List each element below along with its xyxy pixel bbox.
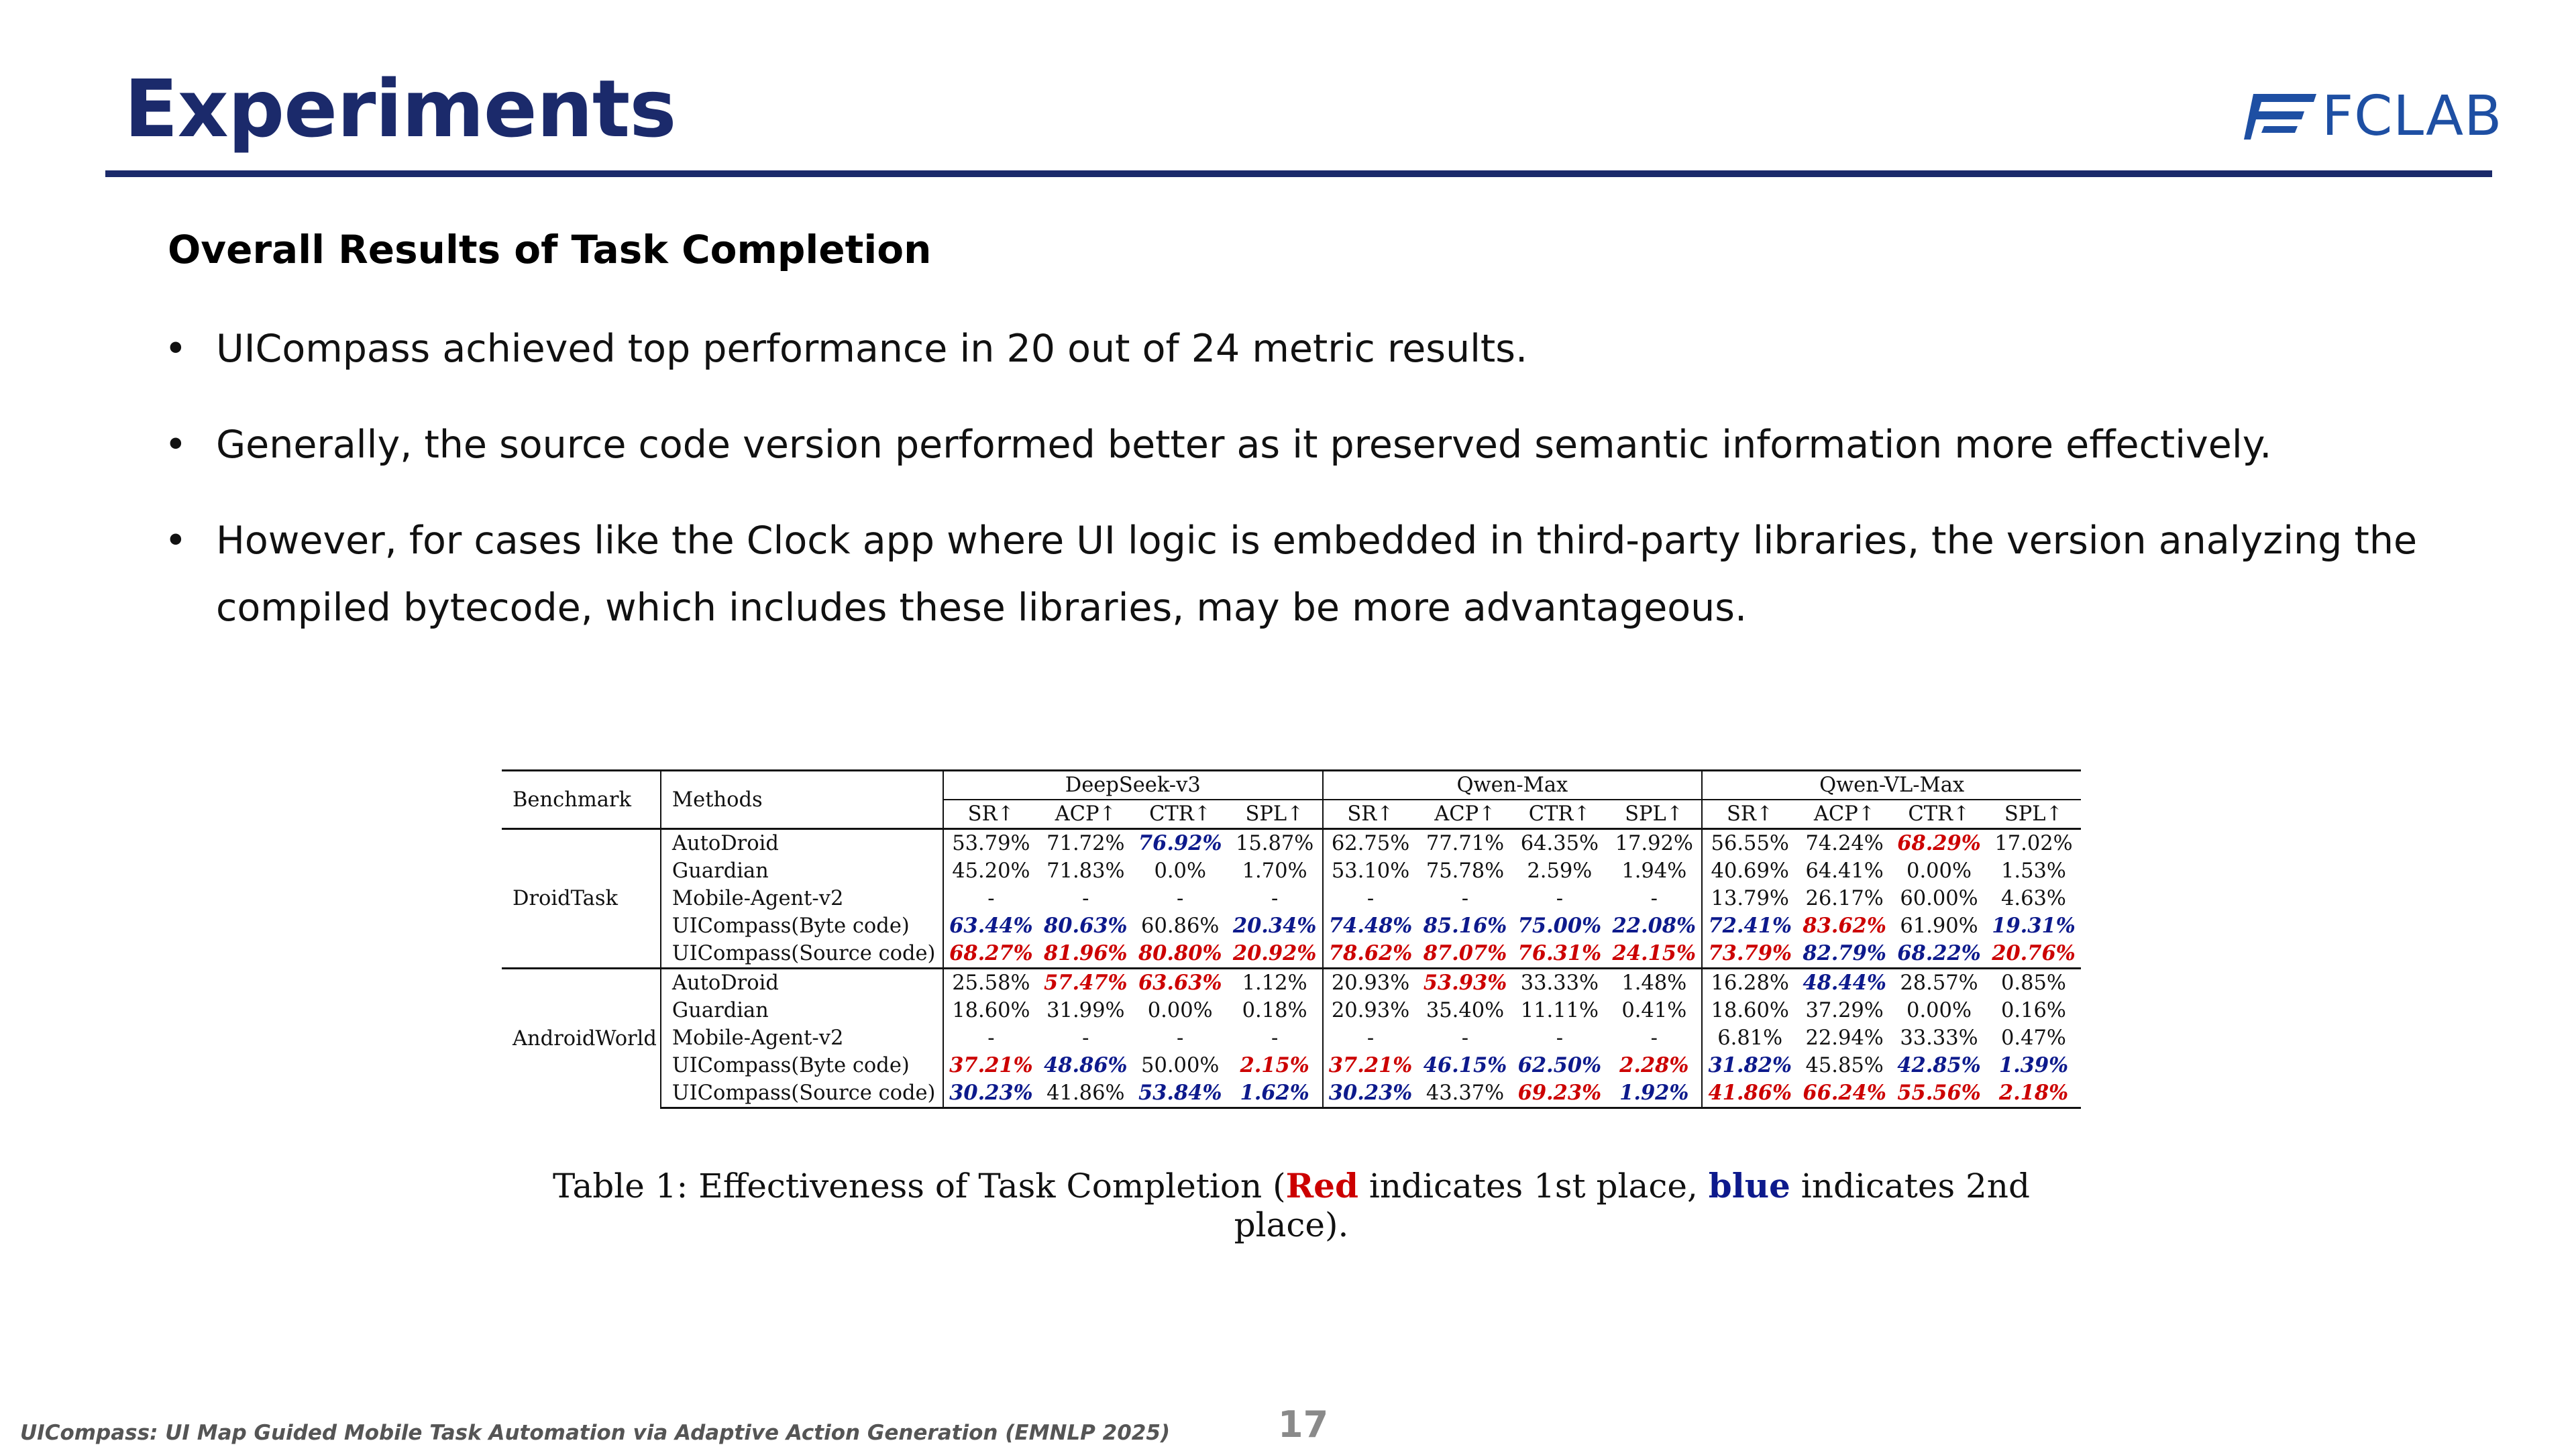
header-metric: ACP↑ bbox=[1813, 802, 1876, 826]
metric-cell: 42.85% bbox=[1897, 1053, 1981, 1077]
table-body bbox=[502, 829, 2081, 1108]
metric-cell: 1.62% bbox=[1228, 1079, 1323, 1108]
metric-cell: 0.18% bbox=[1242, 999, 1307, 1022]
metric-cell: 13.79% bbox=[1702, 885, 1797, 912]
header-metric: SPL↑ bbox=[1245, 802, 1304, 826]
bullet-item bbox=[164, 411, 2445, 478]
metric-cell: 78.62% bbox=[1323, 940, 1418, 969]
metric-cell: 82.79% bbox=[1803, 941, 1886, 965]
table-row bbox=[502, 1024, 2081, 1052]
metric-cell: 53.10% bbox=[1323, 857, 1418, 885]
metric-cell: 33.33% bbox=[1512, 969, 1607, 998]
metric-cell: - bbox=[1271, 887, 1279, 910]
header-model: Qwen-Max bbox=[1323, 771, 1703, 800]
footer-citation: UICompass: UI Map Guided Mobile Task Automation via Adaptive Action Generation (EMNLP 2025) bbox=[20, 1421, 1171, 1445]
method-label: UICompass(Byte code) bbox=[661, 912, 943, 940]
metric-cell: 64.41% bbox=[1805, 859, 1884, 883]
metric-cell: 2.59% bbox=[1527, 859, 1593, 883]
metric-cell: - bbox=[943, 1024, 1038, 1052]
table-row bbox=[502, 857, 2081, 885]
caption-suffix: indicates 2nd place). bbox=[1234, 1167, 2031, 1244]
bullet-text: UICompass achieved top performance in 20 out of 24 metric results. bbox=[216, 327, 1528, 371]
metric-cell: 72.41% bbox=[1702, 912, 1797, 940]
metric-cell: 45.20% bbox=[943, 857, 1038, 885]
metric-cell: 1.92% bbox=[1607, 1079, 1702, 1108]
metric-cell: 0.16% bbox=[2001, 999, 2066, 1022]
metric-cell: 26.17% bbox=[1805, 887, 1884, 910]
metric-cell: 20.93% bbox=[1323, 997, 1418, 1024]
metric-cell: 17.02% bbox=[1986, 829, 2081, 858]
table-row bbox=[502, 940, 2081, 969]
metric-cell: 80.63% bbox=[1044, 914, 1128, 938]
metric-cell: 56.55% bbox=[1702, 829, 1797, 858]
metric-cell: 62.50% bbox=[1517, 1053, 1602, 1077]
table-row bbox=[502, 997, 2081, 1024]
metric-cell: 33.33% bbox=[1900, 1026, 1978, 1050]
header-metric: ACP↑ bbox=[1055, 802, 1117, 826]
method-label: UICompass(Source code) bbox=[661, 1079, 943, 1108]
metric-cell: 20.92% bbox=[1232, 941, 1317, 965]
results-table bbox=[502, 769, 2081, 1109]
metric-cell: - bbox=[1177, 887, 1184, 910]
metric-cell: 61.90% bbox=[1900, 914, 1978, 938]
header-metric: SR↑ bbox=[1702, 800, 1797, 829]
metric-cell: 20.76% bbox=[1992, 941, 2076, 965]
metric-cell: 1.48% bbox=[1607, 969, 1702, 998]
method-label: AutoDroid bbox=[661, 969, 943, 998]
metric-cell: 1.53% bbox=[2001, 859, 2066, 883]
metric-cell: - bbox=[1082, 1026, 1089, 1050]
metric-cell: - bbox=[1177, 1026, 1184, 1050]
metric-cell: 28.57% bbox=[1892, 969, 1986, 998]
metric-cell: 19.31% bbox=[1992, 914, 2076, 938]
caption-blue-word: blue bbox=[1708, 1166, 1790, 1205]
metric-cell: 4.63% bbox=[2001, 887, 2066, 910]
header-metric: SR↑ bbox=[943, 800, 1038, 829]
metric-cell: 68.27% bbox=[943, 940, 1038, 969]
header-metric: CTR↑ bbox=[1908, 802, 1970, 826]
metric-cell: 76.31% bbox=[1517, 941, 1602, 965]
metric-cell: 20.34% bbox=[1232, 914, 1317, 938]
metric-cell: 41.86% bbox=[1702, 1079, 1797, 1108]
header-metric: CTR↑ bbox=[1528, 802, 1591, 826]
metric-cell: 0.41% bbox=[1621, 999, 1687, 1022]
benchmark-label: AndroidWorld bbox=[502, 969, 661, 1108]
metric-cell: 31.82% bbox=[1702, 1052, 1797, 1079]
metric-cell: 66.24% bbox=[1797, 1079, 1892, 1108]
metric-cell: 53.79% bbox=[943, 829, 1038, 858]
metric-cell: 0.85% bbox=[1986, 969, 2081, 998]
metric-cell: - bbox=[1556, 1026, 1563, 1050]
metric-cell: 60.00% bbox=[1900, 887, 1978, 910]
metric-cell: 37.21% bbox=[943, 1052, 1038, 1079]
metric-cell: 35.40% bbox=[1426, 999, 1505, 1022]
metric-cell: 69.23% bbox=[1512, 1079, 1607, 1108]
metric-cell: 2.28% bbox=[1619, 1053, 1689, 1077]
metric-cell: 6.81% bbox=[1702, 1024, 1797, 1052]
metric-cell: 18.60% bbox=[1702, 997, 1797, 1024]
bullet-text: Generally, the source code version performed better as it preserved semantic information more effectively. bbox=[216, 423, 2272, 467]
table-row bbox=[502, 969, 2081, 998]
metric-cell: 0.00% bbox=[1907, 859, 1972, 883]
metric-cell: 48.86% bbox=[1044, 1053, 1128, 1077]
table-row bbox=[502, 1079, 2081, 1108]
metric-cell: 11.11% bbox=[1520, 999, 1599, 1022]
metric-cell: 31.99% bbox=[1046, 999, 1125, 1022]
bullet-item bbox=[164, 315, 2445, 382]
method-label: AutoDroid bbox=[661, 829, 943, 858]
metric-cell: 30.23% bbox=[1323, 1079, 1418, 1108]
metric-cell: 46.15% bbox=[1423, 1053, 1507, 1077]
metric-cell: 87.07% bbox=[1423, 941, 1507, 965]
bullet-marker: • bbox=[164, 519, 187, 563]
logo-text: FCLAB bbox=[2322, 85, 2503, 148]
table-row bbox=[502, 885, 2081, 912]
metric-cell: 81.96% bbox=[1044, 941, 1128, 965]
method-label: Guardian bbox=[661, 857, 943, 885]
table-row bbox=[502, 1052, 2081, 1079]
method-label: UICompass(Source code) bbox=[661, 940, 943, 969]
metric-cell: 25.58% bbox=[943, 969, 1038, 998]
method-label: Guardian bbox=[661, 997, 943, 1024]
caption-middle: indicates 1st place, bbox=[1358, 1167, 1709, 1205]
fclab-logo-icon bbox=[2244, 91, 2318, 142]
metric-cell: - bbox=[1556, 887, 1563, 910]
metric-cell: 43.37% bbox=[1418, 1079, 1513, 1108]
metric-cell: 16.28% bbox=[1702, 969, 1797, 998]
metric-cell: 71.72% bbox=[1038, 829, 1133, 858]
header-model: Qwen-VL-Max bbox=[1702, 771, 2081, 800]
metric-cell: 17.92% bbox=[1607, 829, 1702, 858]
metric-cell: 15.87% bbox=[1228, 829, 1323, 858]
metric-cell: - bbox=[1650, 887, 1658, 910]
metric-cell: 75.78% bbox=[1426, 859, 1505, 883]
metric-cell: 1.12% bbox=[1228, 969, 1323, 998]
bullet-marker: • bbox=[164, 423, 187, 467]
metric-cell: 68.29% bbox=[1892, 829, 1986, 858]
metric-cell: 55.56% bbox=[1892, 1079, 1986, 1108]
header-benchmark: Benchmark bbox=[502, 771, 661, 829]
metric-cell: 0.00% bbox=[1147, 999, 1213, 1022]
metric-cell: 63.44% bbox=[943, 912, 1038, 940]
title-divider bbox=[105, 170, 2492, 177]
header-metric: ACP↑ bbox=[1434, 802, 1496, 826]
metric-cell: 74.24% bbox=[1797, 829, 1892, 858]
header-metric: SPL↑ bbox=[2004, 802, 2063, 826]
header-metric: SR↑ bbox=[1323, 800, 1418, 829]
header-methods: Methods bbox=[661, 771, 943, 829]
bullet-list bbox=[164, 315, 2445, 670]
metric-cell: 68.22% bbox=[1897, 941, 1981, 965]
metric-cell: 53.93% bbox=[1418, 969, 1513, 998]
metric-cell: - bbox=[1082, 887, 1089, 910]
metric-cell: 24.15% bbox=[1612, 941, 1697, 965]
metric-cell: 41.86% bbox=[1038, 1079, 1133, 1108]
header-metric: SPL↑ bbox=[1625, 802, 1684, 826]
metric-cell: 2.15% bbox=[1240, 1053, 1309, 1077]
metric-cell: 22.08% bbox=[1612, 914, 1697, 938]
header-metric: CTR↑ bbox=[1149, 802, 1212, 826]
metric-cell: 76.92% bbox=[1133, 829, 1228, 858]
metric-cell: 0.00% bbox=[1907, 999, 1972, 1022]
metric-cell: 20.93% bbox=[1323, 969, 1418, 998]
metric-cell: 62.75% bbox=[1323, 829, 1418, 858]
metric-cell: 0.0% bbox=[1154, 859, 1206, 883]
metric-cell: 1.70% bbox=[1242, 859, 1307, 883]
benchmark-label: DroidTask bbox=[502, 829, 661, 969]
metric-cell: 48.44% bbox=[1797, 969, 1892, 998]
metric-cell: - bbox=[1650, 1026, 1658, 1050]
method-label: Mobile-Agent-v2 bbox=[661, 885, 943, 912]
bullet-item bbox=[164, 507, 2445, 641]
metric-cell: 77.71% bbox=[1418, 829, 1513, 858]
table-row bbox=[502, 912, 2081, 940]
metric-cell: 37.29% bbox=[1805, 999, 1884, 1022]
metric-cell: 1.39% bbox=[1998, 1053, 2069, 1077]
metric-cell: 74.48% bbox=[1323, 912, 1418, 940]
table-header-row bbox=[502, 771, 2081, 800]
table-caption bbox=[496, 1166, 2086, 1244]
fclab-logo bbox=[2244, 85, 2503, 148]
metric-cell: - bbox=[1323, 1024, 1418, 1052]
method-label: UICompass(Byte code) bbox=[661, 1052, 943, 1079]
page-number: 17 bbox=[1278, 1403, 1329, 1446]
metric-cell: - bbox=[943, 885, 1038, 912]
metric-cell: 73.79% bbox=[1702, 940, 1797, 969]
metric-cell: - bbox=[1461, 1026, 1469, 1050]
section-heading: Overall Results of Task Completion bbox=[168, 227, 932, 272]
metric-cell: 53.84% bbox=[1133, 1079, 1228, 1108]
metric-cell: 71.83% bbox=[1046, 859, 1125, 883]
caption-prefix: Table 1: Effectiveness of Task Completion ( bbox=[552, 1167, 1286, 1205]
metric-cell: 40.69% bbox=[1702, 857, 1797, 885]
table-row bbox=[502, 829, 2081, 858]
metric-cell: 60.86% bbox=[1141, 914, 1220, 938]
metric-cell: 64.35% bbox=[1512, 829, 1607, 858]
metric-cell: 1.94% bbox=[1621, 859, 1687, 883]
metric-cell: - bbox=[1461, 887, 1469, 910]
metric-cell: 83.62% bbox=[1803, 914, 1886, 938]
metric-cell: 75.00% bbox=[1517, 914, 1602, 938]
bullet-text: However, for cases like the Clock app where UI logic is embedded in third-party libraries, the version analyzing the compiled bytecode, which includes these libraries, may be more advantageous. bbox=[216, 519, 2418, 630]
metric-cell: 37.21% bbox=[1323, 1052, 1418, 1079]
metric-cell: 30.23% bbox=[943, 1079, 1038, 1108]
caption-red-word: Red bbox=[1285, 1166, 1358, 1205]
metric-cell: 22.94% bbox=[1805, 1026, 1884, 1050]
metric-cell: 57.47% bbox=[1038, 969, 1133, 998]
metric-cell: 18.60% bbox=[943, 997, 1038, 1024]
bullet-marker: • bbox=[164, 327, 187, 371]
metric-cell: 85.16% bbox=[1423, 914, 1507, 938]
method-label: Mobile-Agent-v2 bbox=[661, 1024, 943, 1052]
metric-cell: - bbox=[1323, 885, 1418, 912]
metric-cell: 2.18% bbox=[1986, 1079, 2081, 1108]
metric-cell: 80.80% bbox=[1138, 941, 1222, 965]
header-model: DeepSeek-v3 bbox=[943, 771, 1323, 800]
metric-cell: 45.85% bbox=[1805, 1054, 1884, 1077]
results-table-container bbox=[502, 769, 2081, 1109]
slide-title: Experiments bbox=[124, 62, 676, 155]
metric-cell: 63.63% bbox=[1133, 969, 1228, 998]
metric-cell: 0.47% bbox=[2001, 1026, 2066, 1050]
metric-cell: - bbox=[1271, 1026, 1279, 1050]
metric-cell: 50.00% bbox=[1141, 1054, 1220, 1077]
